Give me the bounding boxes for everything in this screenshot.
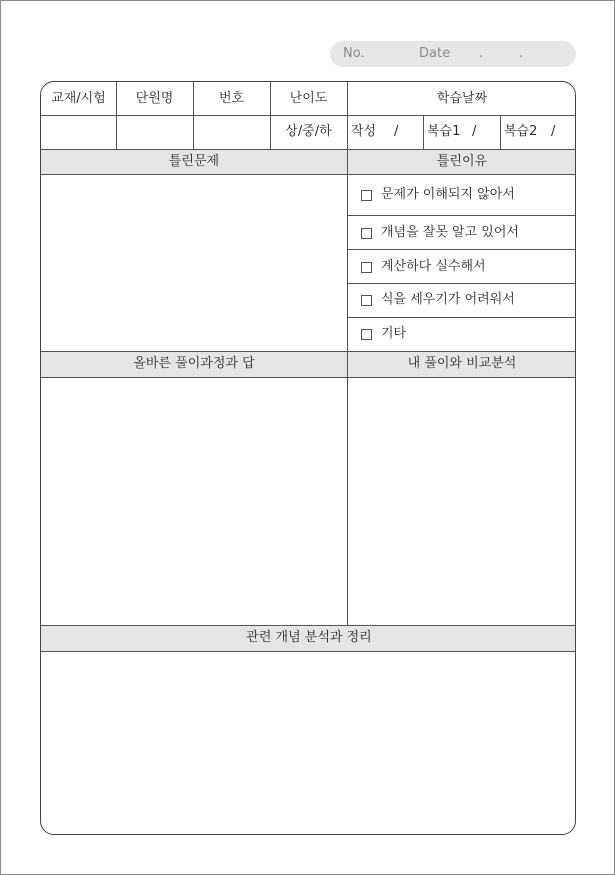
grid-line (41, 149, 576, 150)
review2-label: 복습2 (504, 124, 538, 139)
reason-label: 식을 세우기가 어려워서 (381, 292, 515, 307)
grid-line (500, 115, 501, 149)
reason-checkbox[interactable] (361, 295, 372, 306)
written-label: 작성 (351, 124, 377, 139)
review1-label: 복습1 (427, 124, 461, 139)
reason-label: 문제가 이해되지 않아서 (381, 187, 515, 202)
concept-summary-title: 관련 개념 분석과 정리 (246, 630, 372, 645)
reason-checkbox[interactable] (361, 329, 372, 340)
wrong-reason-title: 틀린이유 (436, 154, 488, 169)
correct-solution-title: 올바른 풀이과정과 답 (133, 356, 255, 371)
wrong-problem-title: 틀린문제 (168, 154, 220, 169)
difficulty-header: 난이도 (289, 91, 328, 106)
wrong-answer-sheet (40, 81, 576, 835)
my-analysis-title: 내 풀이와 비교분석 (407, 356, 517, 371)
reason-label: 기타 (381, 326, 407, 341)
number-header: 번호 (218, 91, 245, 106)
reason-checkbox[interactable] (361, 228, 372, 239)
grid-line (347, 215, 576, 216)
my-analysis-area[interactable] (348, 378, 576, 625)
wrong-problem-area[interactable] (41, 175, 347, 351)
grid-line (347, 317, 576, 318)
reason-label: 계산하다 실수해서 (381, 259, 486, 274)
reason-label: 개념을 잘못 알고 있어서 (381, 225, 519, 240)
study-date-header: 학습날짜 (436, 91, 488, 106)
concept-summary-area[interactable] (41, 652, 576, 835)
date-separator: . (479, 46, 484, 61)
no-label: No. (343, 46, 365, 61)
grid-line (41, 351, 576, 352)
date-slash: / (472, 124, 477, 139)
date-separator: . (519, 46, 524, 61)
date-slash: / (551, 124, 556, 139)
grid-line (423, 115, 424, 149)
date-label: Date (419, 46, 451, 61)
reason-checkbox[interactable] (361, 190, 372, 201)
unit-header: 단원명 (135, 91, 174, 106)
no-date-bar (330, 41, 576, 67)
correct-solution-area[interactable] (41, 378, 347, 625)
reason-checkbox[interactable] (361, 262, 372, 273)
difficulty-options: 상/중/하 (285, 124, 332, 139)
textbook-header: 교재/시험 (51, 91, 106, 106)
date-slash: / (394, 124, 399, 139)
grid-line (41, 115, 576, 116)
grid-line (347, 249, 576, 250)
grid-line (347, 283, 576, 284)
grid-line (41, 625, 576, 626)
